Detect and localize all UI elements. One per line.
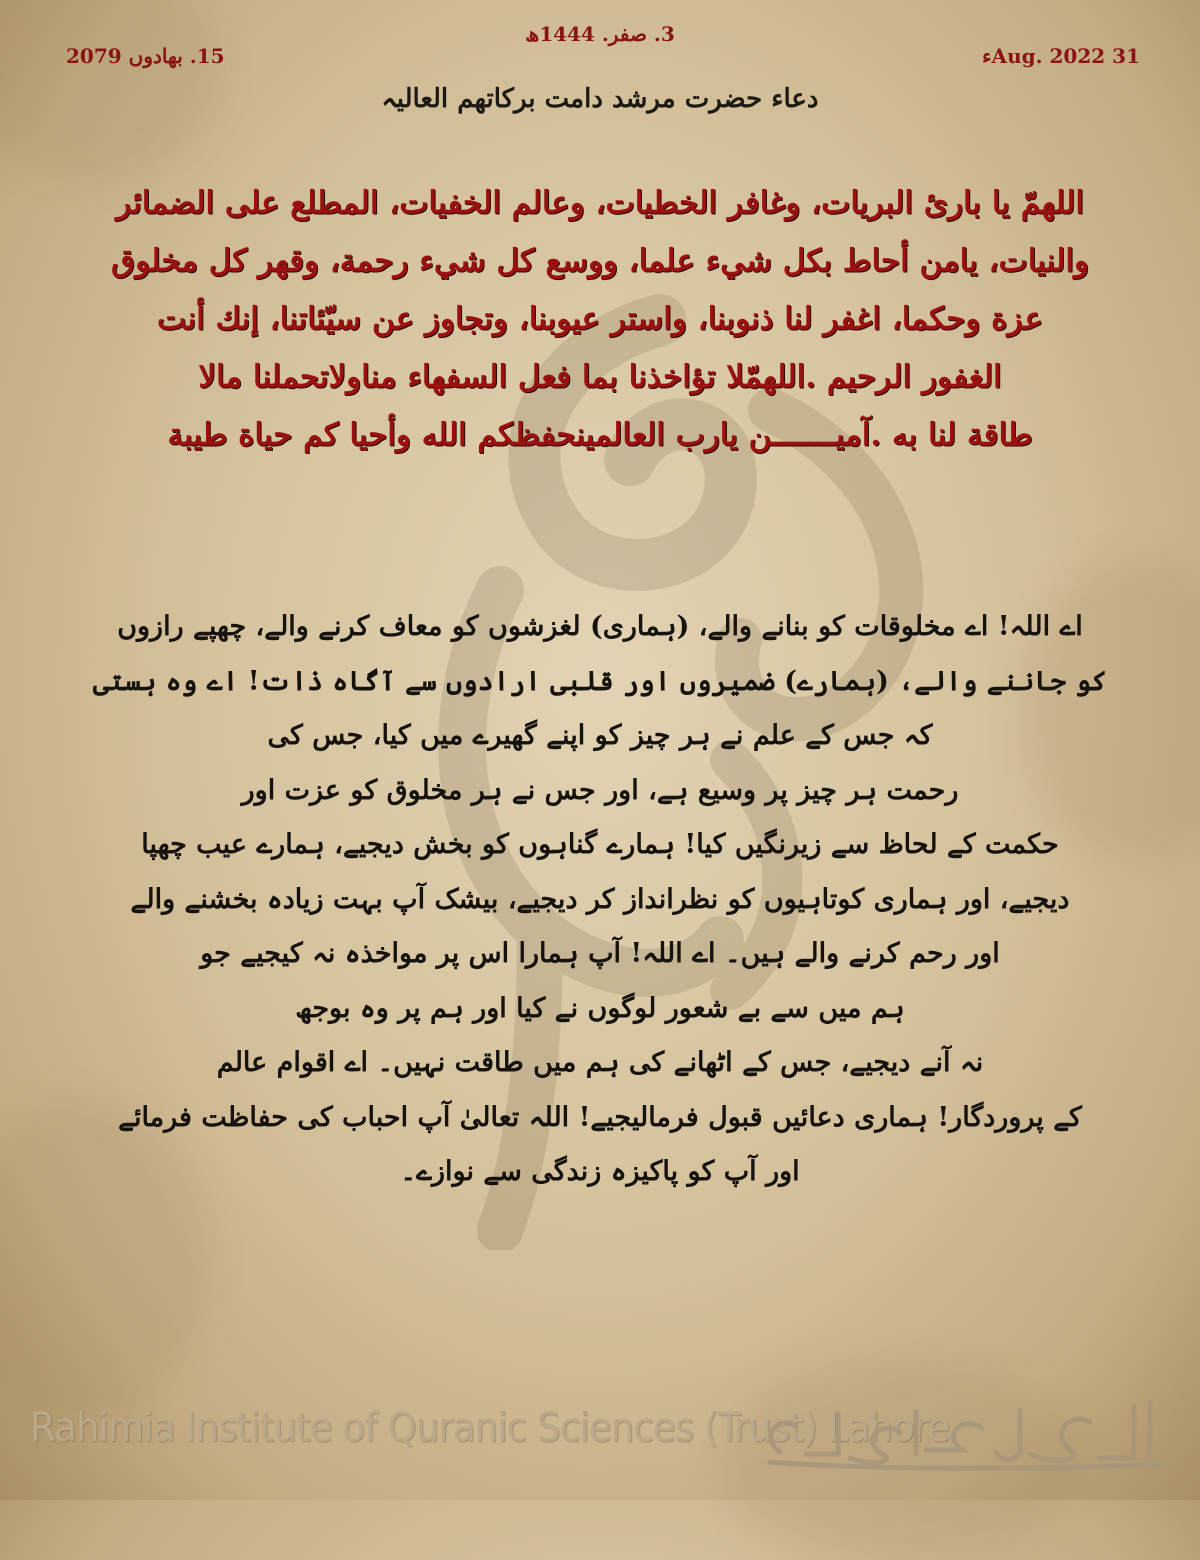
institute-name: Rahimia Institute of Quranic Sciences (Trust) Lahore	[30, 1405, 950, 1451]
urdu-line: ہم میں سے بے شعور لوگوں نے کیا اور ہم پر وہ بوجھ	[295, 992, 905, 1024]
bikrami-date: 15. بھادوں 2079	[66, 44, 225, 68]
urdu-line: اور رحم کرنے والے ہیں۔ اے اللہ! آپ ہمارا اس پر مواخذہ نہ کیجیے جو	[200, 938, 1000, 969]
hijri-date: 3. صفر. 1444ھ	[525, 22, 675, 46]
arabic-dua	[110, 174, 1090, 464]
arabic-line: الغفور الرحیم .اللهمّلا تؤاخذنا بما فعل السفهاء مناولاتحملنا مالا	[198, 359, 1002, 395]
urdu-line: کو جاننے والے، (ہمارے) ضمیروں اور قلبی ارادوں سے آگاہ ذات! اے وہ ہستی	[93, 665, 1107, 697]
urdu-line: کے پروردگار! ہماری دعائیں قبول فرمالیجیے! اللہ تعالیٰ آپ احباب کی حفاظت فرمائے	[118, 1101, 1082, 1133]
arabic-line: والنیات، یامن أحاط بکل شيء علما، ووسع کل شيء رحمة، وقهر کل مخلوق	[111, 243, 1089, 279]
urdu-line: رحمت ہر چیز پر وسیع ہے، اور جس نے ہر مخلوق کو عزت اور	[241, 774, 959, 806]
institute-logo-icon	[750, 1392, 1168, 1472]
urdu-line: نہ آنے دیجیے، جس کے اٹھانے کی ہم میں طاقت نہیں۔ اے اقوام عالم	[216, 1047, 984, 1078]
urdu-line: اور آپ کو پاکیزہ زندگی سے نوازے۔	[400, 1156, 800, 1187]
page-title: دعاء حضرت مرشد دامت برکاتھم العالیہ	[381, 84, 819, 114]
urdu-line: کہ جس کے علم نے ہر چیز کو اپنے گھیرے میں کیا، جس کی	[267, 720, 933, 751]
arabic-line: طاقة لنا به .آمیـــــــن یارب العالمینحفظکم الله وأحیا کم حیاة طیبة	[167, 417, 1033, 453]
arabic-line: اللهمّ یا بارئ البریات، وغافر الخطیات، وعالم الخفیات، المطلع علی الضمائر	[116, 185, 1084, 221]
urdu-line: اے اللہ! اے مخلوقات کو بنانے والے، (ہماری) لغزشوں کو معاف کرنے والے، چھپے رازوں	[117, 611, 1083, 642]
urdu-line: دیجیے، اور ہماری کوتاہیوں کو نظرانداز کر دیجیے، بیشک آپ بہت زیادہ بخشنے والے	[130, 883, 1070, 915]
arabic-line: عزة وحکما، اغفر لنا ذنوبنا، واستر عیوبنا، وتجاوز عن سیّئاتنا، إنك أنت	[157, 301, 1043, 337]
urdu-translation	[80, 600, 1120, 1200]
gregorian-date: 31 Aug. 2022ء	[982, 44, 1140, 68]
urdu-line: حکمت کے لحاظ سے زیرنگیں کیا! ہمارے گناہوں کو بخش دیجیے، ہمارے عیب چھپا	[141, 829, 1059, 860]
